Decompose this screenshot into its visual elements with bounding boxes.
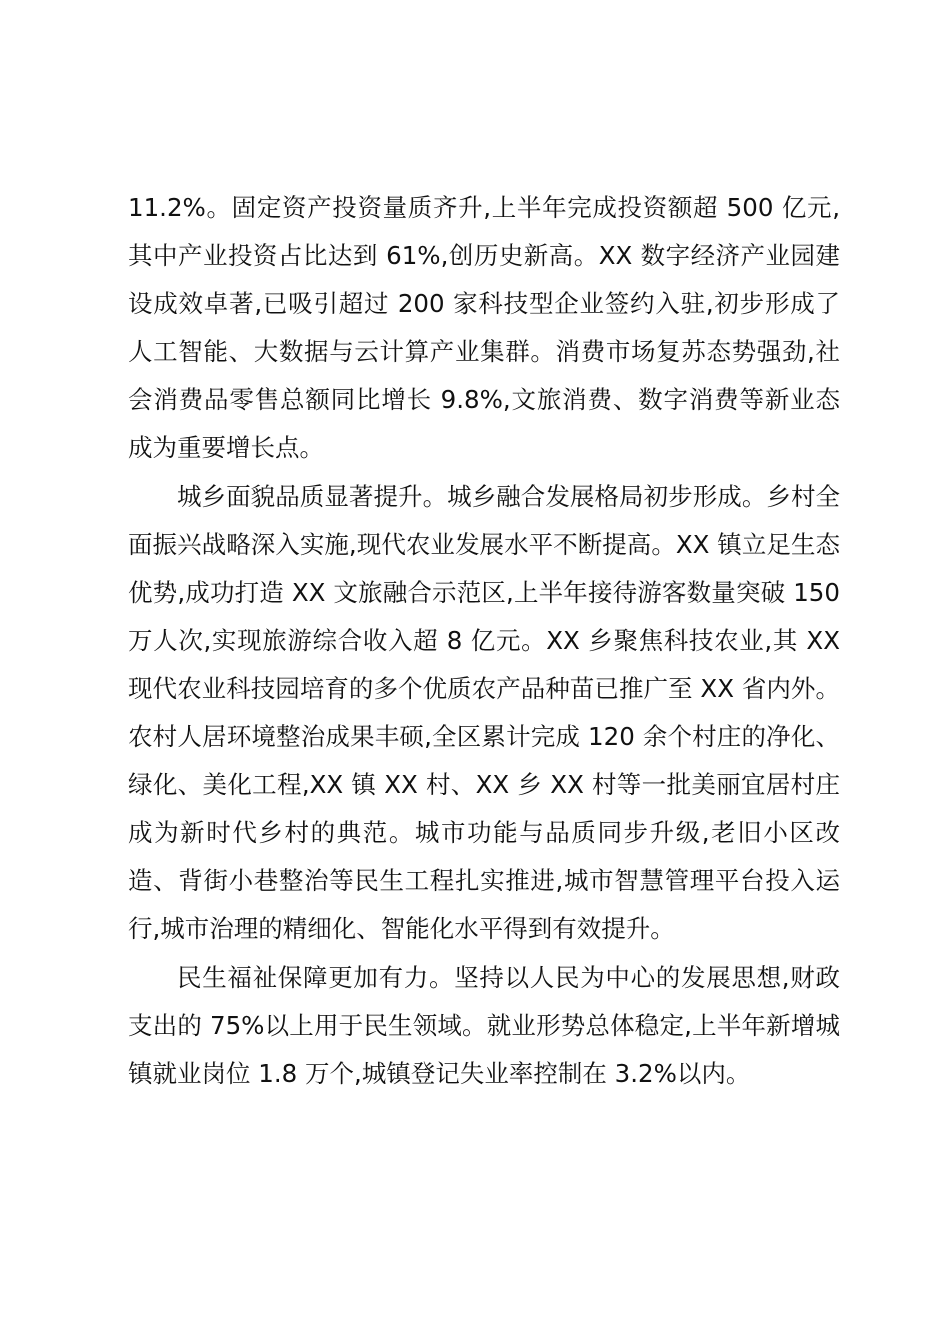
- paragraph-economy: 11.2%。固定资产投资量质齐升,上半年完成投资额超 500 亿元,其中产业投资占比达到 61%,创历史新高。XX 数字经济产业园建设成效卓著,已吸引超过 200 家科技型企业签约入驻,初步形成了人工智能、大数据与云计算产业集群。消费市场复苏态势强劲,社会消费品零售总额同比增长 9.8%,文旅消费、数字消费等新业态成为重要增长点。: [128, 193, 840, 463]
- paragraph-urban-rural: 城乡面貌品质显著提升。城乡融合发展格局初步形成。乡村全面振兴战略深入实施,现代农业发展水平不断提高。XX 镇立足生态优势,成功打造 XX 文旅融合示范区,上半年接待游客数量突破 150 万人次,实现旅游综合收入超 8 亿元。XX 乡聚焦科技农业,其 XX 现代农业科技园培育的多个优质农产品种苗已推广至 XX 省内外。农村人居环境整治成果丰硕,全区累计完成 120 余个村庄的净化、绿化、美化工程,XX 镇 XX 村、XX 乡 XX 村等一批美丽宜居村庄成为新时代乡村的典范。城市功能与品质同步升级,老旧小区改造、背街小巷整治等民生工程扎实推进,城市智慧管理平台投入运行,城市治理的精细化、智能化水平得到有效提升。: [128, 481, 840, 944]
- paragraph-livelihood: 民生福祉保障更加有力。坚持以人民为中心的发展思想,财政支出的 75%以上用于民生领域。就业形势总体稳定,上半年新增城镇就业岗位 1.8 万个,城镇登记失业率控制在 3.2%以内。: [128, 962, 840, 1088]
- document-body: [128, 184, 840, 1098]
